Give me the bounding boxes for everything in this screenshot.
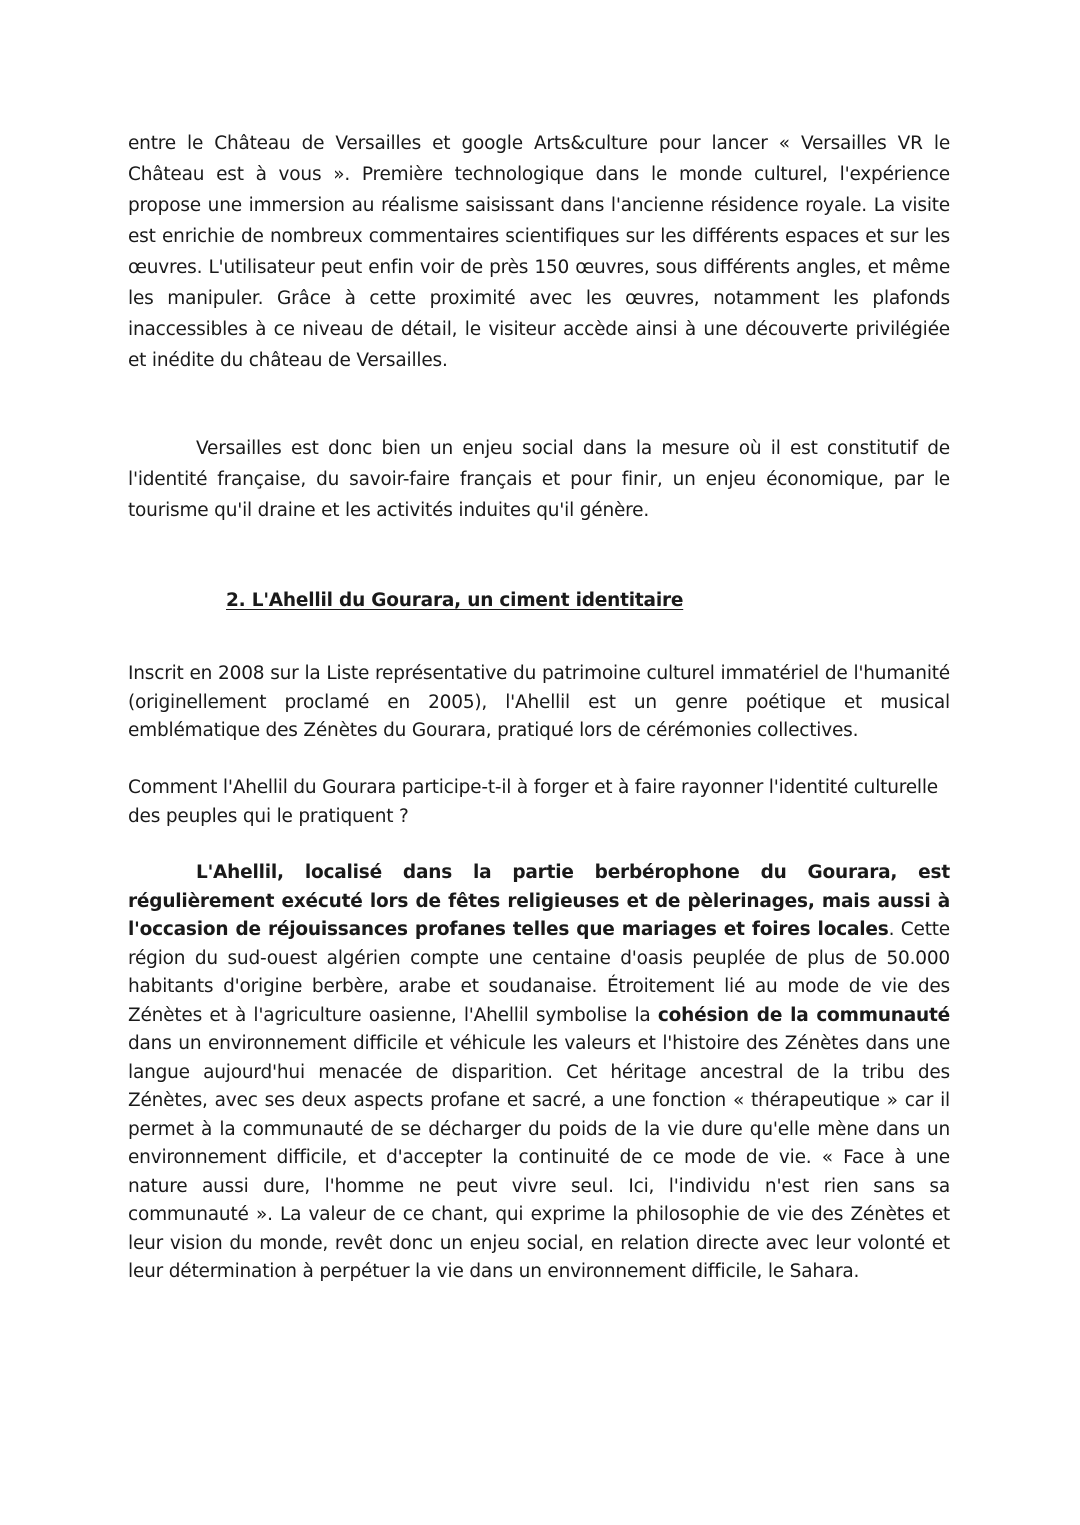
paragraph-question: Comment l'Ahellil du Gourara participe-t-il à forger et à faire rayonner l'identité culturelle des peuples qui le pratiquent ? bbox=[128, 777, 938, 827]
body-text-1: . Cette région du sud-ouest algérien compte une centaine d'oasis peuplée de plus de 50.000 habitants d'origine berbère, arabe et soudanaise. Étroitement lié au mode de vie des Zénètes et à l'agriculture oasienne, l'Ahellil symbolise la bbox=[128, 919, 950, 1026]
bold-lead-text: L'Ahellil, localisé dans la partie berbérophone du Gourara, est régulièrement exécuté lors de fêtes religieuses et de pèlerinages, mais aussi à l'occasion de réjouissances profanes telles que mariages et foires locales bbox=[128, 862, 950, 940]
paragraph-conclusion: Versailles est donc bien un enjeu social dans la mesure où il est constitutif de l'identité française, du savoir-faire français et pour finir, un enjeu économique, par le tourisme qu'il draine et les activités induites qu'il génère. bbox=[128, 438, 950, 521]
paragraph-versailles-vr: entre le Château de Versailles et google Arts&culture pour lancer « Versailles VR le Château est à vous ». Première technologique dans le monde culturel, l'expérience propose une immersion au réalisme saisissant dans l'ancienne résidence royale. La visite est enrichie de nombreux commentaires scientifiques sur les différents espaces et sur les œuvres. L'utilisateur peut enfin voir de près 150 œuvres, sous différents angles, et même les manipuler. Grâce à cette proximité avec les œuvres, notamment les plafonds inaccessibles à ce niveau de détail, le visiteur accède ainsi à une découverte privilégiée et inédite du château de Versailles. bbox=[128, 133, 950, 371]
paragraph-ahellil bbox=[128, 859, 950, 1287]
paragraph-intro: Inscrit en 2008 sur la Liste représentative du patrimoine culturel immatériel de l'humanité (originellement proclamé en 2005), l'Ahellil est un genre poétique et musical emblématique des Zénètes du Gourara, pratiqué lors de cérémonies collectives. bbox=[128, 663, 950, 741]
section-heading: 2. L'Ahellil du Gourara, un ciment identitaire bbox=[226, 590, 684, 611]
bold-cohesion-text: cohésion de la communauté bbox=[657, 1004, 950, 1026]
body-text-2: dans un environnement difficile et véhicule les valeurs et l'histoire des Zénètes dans une langue aujourd'hui menacée de disparition. Cet héritage ancestral de la tribu des Zénètes, avec ses deux aspects profane et sacré, a une fonction « thérapeutique » car il permet à la communauté de se décharger du poids de la vie dure qu'elle mène dans un environnement difficile, et d'accepter la continuité de ce mode de vie. « Face à une nature aussi dure, l'homme ne peut vivre seul. Ici, l'individu n'est rien sans sa communauté ». La valeur de ce chant, qui exprime la philosophie de vie des Zénètes et leur vision du monde, revêt donc un enjeu social, en relation directe avec leur volonté et leur détermination à perpétuer la vie dans un environnement difficile, le Sahara. bbox=[128, 1033, 950, 1282]
